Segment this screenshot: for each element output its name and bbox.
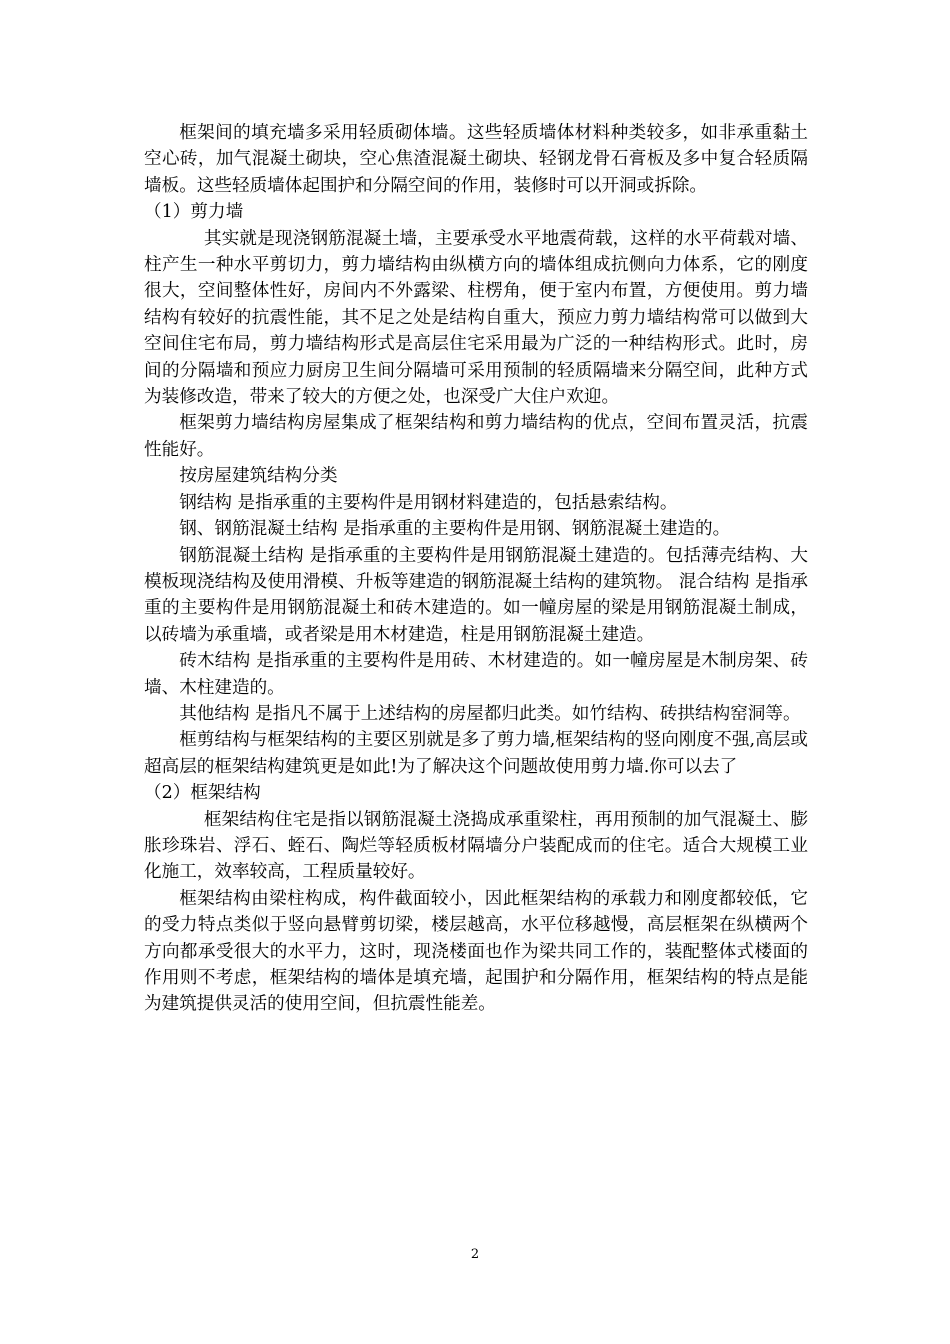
- paragraph-frame-shear-difference: 框剪结构与框架结构的主要区别就是多了剪力墙,框架结构的竖向刚度不强,高层或超高层的框架结构建筑更是如此!为了解决这个问题故使用剪力墙.你可以去了: [144, 730, 808, 777]
- paragraph-infill-wall: 框架间的填充墙多采用轻质砌体墙。这些轻质墙体材料种类较多，如非承重黏土空心砖，加气混凝土砌块，空心焦渣混凝土砌块、轻钢龙骨石膏板及多中复合轻质隔墙板。这些轻质墙体起围护和分隔空间的作用，装修时可以开洞或拆除。: [144, 123, 808, 196]
- paragraph-other-structure: 其他结构 是指凡不属于上述结构的房屋都归此类。如竹结构、砖拱结构窑洞等。: [179, 703, 801, 724]
- paragraph-shear-wall: 其实就是现浇钢筋混凝土墙，主要承受水平地震荷载，这样的水平荷载对墙、柱产生一种水平剪切力，剪力墙结构由纵横方向的墙体组成抗侧向力体系，它的刚度很大，空间整体性好，房间内不外露梁、柱楞角，便于室内布置，方便使用。剪力墙结构有较好的抗震性能，其不足之处是结构自重大，预应力剪力墙结构常可以做到大空间住宅布局，剪力墙结构形式是高层住宅采用最为广泛的一种结构形式。此时，房间的分隔墙和预应力厨房卫生间分隔墙可采用预制的轻质隔墙来分隔空间，此种方式为装修改造，带来了较大的方便之处，也深受广大住户欢迎。: [144, 228, 808, 408]
- document-body: [144, 120, 808, 1018]
- paragraph-steel-concrete-structure: 钢、钢筋混凝土结构 是指承重的主要构件是用钢、钢筋混凝土建造的。: [179, 519, 731, 540]
- paragraph-brick-wood-structure: 砖木结构 是指承重的主要构件是用砖、木材建造的。如一幢房屋是木制房架、砖墙、木柱建造的。: [144, 651, 808, 698]
- paragraph-frame-shear-wall: 框架剪力墙结构房屋集成了框架结构和剪力墙结构的优点，空间布置灵活，抗震性能好。: [144, 413, 808, 460]
- paragraph-reinforced-concrete-structure: 钢筋混凝土结构 是指承重的主要构件是用钢筋混凝土建造的。包括薄壳结构、大模板现浇结构及使用滑模、升板等建造的钢筋混凝土结构的建筑物。 混合结构 是指承重的主要构件是用钢筋混凝土和砖木建造的。如一幢房屋的梁是用钢筋混凝土制成，以砖墙为承重墙，或者梁是用木材建造，柱是用钢筋混凝土建造。: [144, 545, 808, 645]
- page-number: 2: [470, 1247, 480, 1262]
- paragraph-frame-characteristics: 框架结构由梁柱构成，构件截面较小，因此框架结构的承载力和刚度都较低，它的受力特点类似于竖向悬臂剪切梁，楼层越高，水平位移越慢，高层框架在纵横两个方向都承受很大的水平力，这时，现浇楼面也作为梁共同工作的，装配整体式楼面的作用则不考虑，框架结构的墙体是填充墙，起围护和分隔作用，框架结构的特点是能为建筑提供灵活的使用空间，但抗震性能差。: [144, 888, 808, 1015]
- heading-shear-wall: （1）剪力墙: [144, 202, 244, 223]
- paragraph-classification: 按房屋建筑结构分类: [179, 466, 338, 487]
- paragraph-frame-housing: 框架结构住宅是指以钢筋混凝土浇捣成承重梁柱，再用预制的加气混凝土、膨胀珍珠岩、浮石、蛭石、陶烂等轻质板材隔墙分户装配成而的住宅。适合大规模工业化施工，效率较高，工程质量较好。: [144, 809, 808, 883]
- paragraph-steel-structure: 钢结构 是指承重的主要构件是用钢材料建造的，包括悬索结构。: [179, 492, 678, 513]
- heading-frame-structure: （2）框架结构: [144, 783, 261, 804]
